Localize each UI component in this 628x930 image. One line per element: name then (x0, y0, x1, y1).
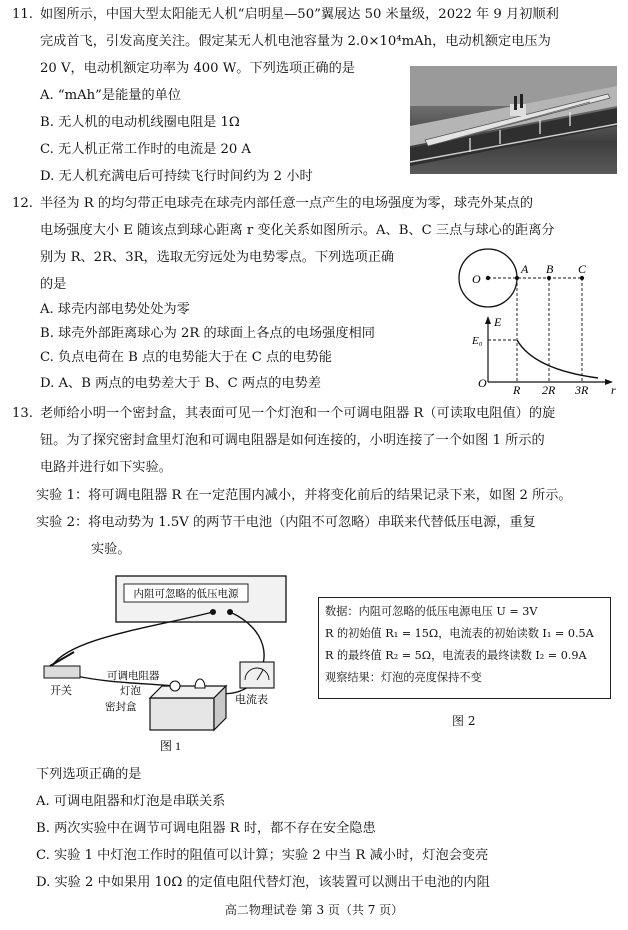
q13-experiment-2-line-1: 实验 2：将电动势为 1.5V 的两节干电池（内阻不可忽略）串联来代替低压电源，重复 (36, 515, 536, 530)
q13-experiment-2-line-2: 实验。 (91, 542, 131, 557)
q13-stem-line-2: 钮。为了探究密封盒里灯泡和可调电阻器是如何连接的，小明连接了一个如图 1 所示的 (40, 433, 545, 448)
page-footer: 高二物理试卷 第 3 页（共 7 页） (224, 903, 404, 917)
q11-number: 11. (12, 7, 33, 22)
q13-option-b: B. 两次实验中在调节可调电阻器 R 时，都不存在安全隐患 (36, 821, 376, 836)
data-line-2: R 的初始值 R₁ = 15Ω，电流表的初始读数 I₁ = 0.5A (325, 627, 594, 640)
point-c-label: C (578, 262, 587, 276)
figure-1-circuit (30, 568, 320, 758)
sealed-box (150, 698, 214, 730)
q12-option-d: D. A、B 两点的电势差大于 B、C 两点的电势差 (40, 376, 322, 391)
q13-stem-line-1: 老师给小明一个密封盒，其表面可见一个灯泡和一个可调电阻器 R（可读取电阻值）的旋 (40, 406, 556, 421)
ammeter-label: 电流表 (235, 694, 268, 706)
switch-base (44, 666, 80, 678)
x-axis-label: r (611, 383, 616, 394)
figure-2-caption: 图 2 (452, 714, 476, 728)
e-field-figure (458, 244, 623, 394)
data-line-1: 数据：内阻可忽略的低压电源电压 U = 3V (325, 605, 538, 618)
y-axis-label: E (494, 315, 502, 329)
q11-option-b: B. 无人机的电动机线圈电阻是 1Ω (40, 115, 240, 130)
drone-photo (410, 66, 617, 174)
q12-stem-line-3: 别为 R、2R、3R，选取无穷远处为电势零点。下列选项正确 (40, 250, 395, 265)
figure-1-caption: 图 1 (160, 739, 182, 753)
ammeter (240, 662, 274, 688)
sealed-box-top (150, 686, 226, 698)
resistor-knob (170, 681, 180, 691)
q11-option-c: C. 无人机正常工作时的电流是 20 A (40, 142, 251, 157)
y-axis-arrow (485, 316, 491, 324)
q13-option-c: C. 实验 1 中灯泡工作时的阻值可以计算；实验 2 中当 R 减小时，灯泡会变亮 (36, 848, 489, 863)
q11-option-d: D. 无人机充满电后可持续飞行时间约为 2 小时 (40, 169, 313, 184)
switch-label: 开关 (50, 685, 72, 697)
q13-experiment-1: 实验 1：将可调电阻器 R 在一定范围内减小，并将变化前后的结果记录下来，如图 2 所示。 (36, 488, 572, 503)
q11-stem-line-3: 20 V，电动机额定功率为 400 W。下列选项正确的是 (40, 61, 355, 76)
q13-stem-line-3: 电路并进行如下实验。 (40, 460, 172, 475)
q11-option-a: A. “mAh”是能量的单位 (40, 88, 182, 103)
resistor-label: 可调电阻器 (107, 671, 160, 682)
point-b-label: B (546, 262, 554, 276)
origin-label: O (478, 376, 487, 390)
q13-number: 13. (12, 406, 33, 421)
switch-lever (50, 652, 74, 666)
q12-option-c: C. 负点电荷在 B 点的电势能大于在 C 点的电势能 (40, 350, 332, 365)
q12-number: 12. (12, 196, 33, 211)
q13-question: 下列选项正确的是 (36, 767, 142, 782)
q12-stem-line-4: 的是 (40, 277, 67, 292)
e-field-curve (517, 340, 598, 378)
q11-stem-line-1: 如图所示，中国大型太阳能无人机“启明星—50”翼展达 50 米量级，2022 年 9 月初顺利 (40, 7, 559, 22)
figure-2-data-box (318, 597, 611, 699)
q13-option-d: D. 实验 2 中如果用 10Ω 的定值电阻代替灯泡，该装置可以测出干电池的内阻 (36, 875, 490, 890)
data-line-4: 观察结果：灯泡的亮度保持不变 (325, 671, 482, 684)
data-line-3: R 的最终值 R₂ = 5Ω，电流表的最终读数 I₂ = 0.9A (325, 649, 587, 662)
e0-label: E₀ (472, 335, 483, 347)
bulb-label: 灯泡 (120, 686, 141, 697)
q12-option-a: A. 球壳内部电势处处为零 (40, 302, 190, 317)
bulb (195, 679, 205, 688)
x-tick-r: R (513, 383, 521, 394)
x-tick-3r: 3R (575, 383, 589, 394)
q13-option-a: A. 可调电阻器和灯泡是串联关系 (36, 794, 226, 809)
q12-option-b: B. 球壳外部距离球心为 2R 的球面上各点的电场强度相同 (40, 326, 375, 341)
drone-photo-illustration (410, 66, 617, 174)
q12-stem-line-2: 电场强度大小 E 随该点到球心距离 r 变化关系如图所示。A、B、C 三点与球心的距离分 (40, 223, 555, 238)
sealed-box-label: 密封盒 (105, 702, 137, 713)
sphere-center-label: O (472, 272, 481, 286)
q11-stem-line-2: 完成首飞，引发高度关注。假定某无人机电池容量为 2.0×10⁴mAh，电动机额定电压为 (40, 34, 551, 49)
q12-stem-line-1: 半径为 R 的均匀带正电球壳在球壳内部任意一点产生的电场强度为零，球壳外某点的 (40, 196, 534, 211)
x-tick-2r: 2R (542, 383, 556, 394)
point-a-label: A (521, 262, 529, 276)
power-supply-label: 内阻可忽略的低压电源 (133, 589, 239, 600)
